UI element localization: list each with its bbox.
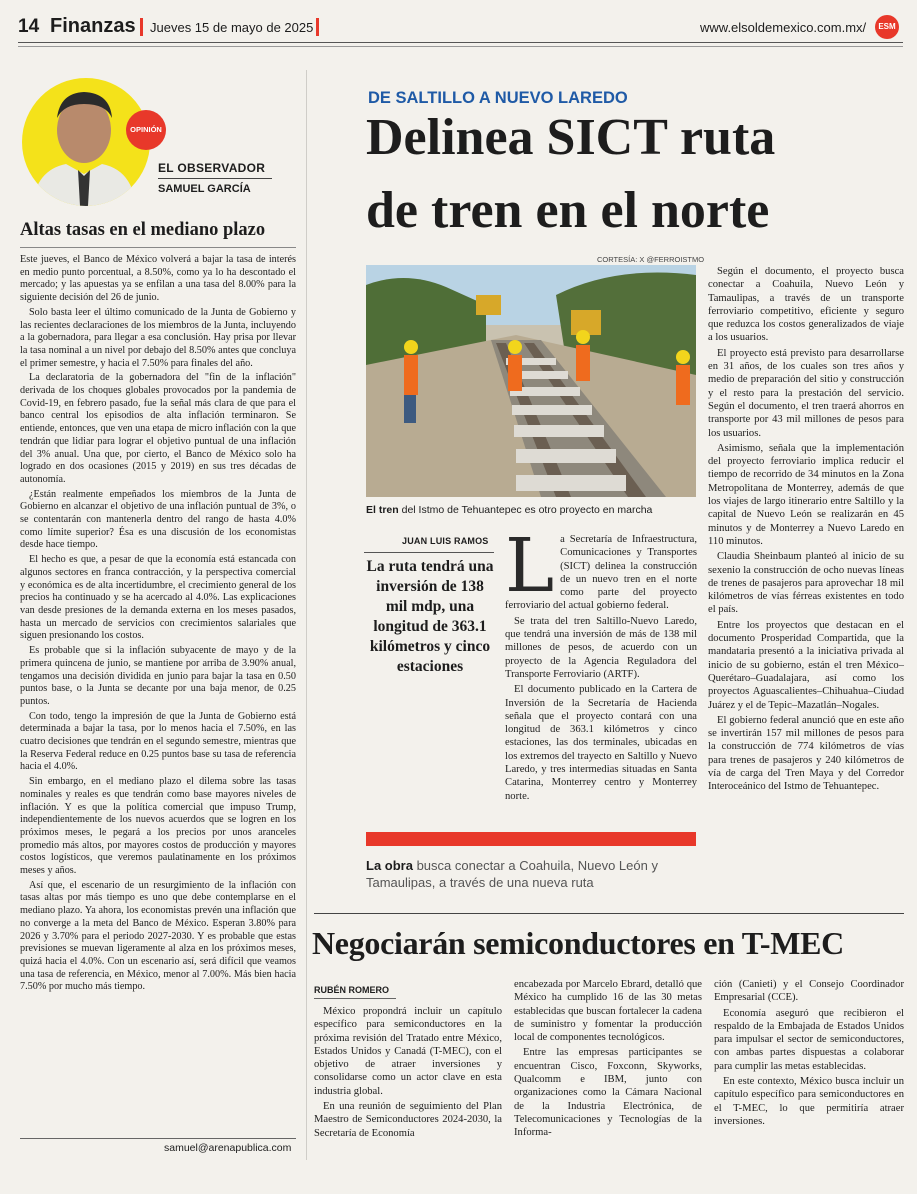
paragraph: El hecho es que, a pesar de que la economía está estancada con algunos sectores en franca contracción, y la perspectiva comercial y económica es de alta incertidumbre, el crecimiento general de los precios ha continuado y se ha acercado al 4.0%. Las explicaciones van desde presiones de la demanda externa en los meses pasados, hasta un mercado de servicios con crecimientos salariales que siguen presionando los costos. — [20, 554, 296, 642]
caption-bold: El tren — [366, 504, 399, 516]
right-body — [708, 265, 904, 895]
center-body — [505, 533, 697, 828]
header-divider-2 — [316, 18, 319, 36]
second-headline: Negociarán semiconductores en T-MEC — [312, 925, 844, 961]
opinion-badge: OPINIÓN — [126, 110, 166, 150]
paragraph: Se trata del tren Saltillo-Nuevo Laredo, que tendrá una inversión de más de 138 mil millones de pesos, de acuerdo con un proyecto de la Agencia Reguladora del Transporte Ferroviario (ARTF). — [505, 615, 697, 680]
paragraph: Economía aseguró que recibieron el respaldo de la Embajada de Estados Unidos para impulsar el sector de semiconductores, con ambas partes dispuestas a colaborar para cumplir las metas establecidas. — [714, 1007, 904, 1072]
paragraph: Con todo, tengo la impresión de que la Junta de Gobierno está determinada a bajar la tasa, por lo menos hacia el 7.50%, en las cuatro decisiones que tendrán en el segundo semestre, mientras que la Reserva Federal reduce en 0.25 puntos base su tasa de referencia hacia el 4.0%. — [20, 710, 296, 773]
photo-caption — [366, 504, 706, 516]
pullquote-bold: La obra — [366, 858, 413, 873]
paragraph: El documento publicado en la Cartera de Inversión de la Secretaría de Hacienda señala que el proyecto contará con una longitud de 363.1 kilómetros y cinco estaciones, las dos terminales, ubicadas en los extremos del trayecto en Saltillo y Nuevo Laredo, y tres intermedias situadas en Santa Catarina, Monterrey centro y Monterrey norte. — [505, 684, 697, 802]
pullquote — [366, 857, 696, 891]
paragraph: Asimismo, señala que la implementación del proyecto ferroviario implica reducir el tiempo de recorrido de 34 minutos en la Zona Metropolitana de Monterrey, además de que los viajes de largo itinerario entre Saltillo y la capital de Nuevo León se realizarán en 45 minutos y de Monterrey a Nuevo Laredo en 110 minutos. — [708, 442, 904, 547]
paragraph: El proyecto está previsto para desarrollarse en 31 años, de los cuales son tres años y medio de preparación del sitio y construcción y el resto para la prestación del servicio. Según el documento, el tren traerá ahorros en transporte por 43 mil millones de pesos para los usuarios. — [708, 347, 904, 439]
article-byline: JUAN LUIS RAMOS — [402, 536, 489, 546]
author-name: SAMUEL GARCÍA — [158, 183, 251, 195]
paragraph: ción (Canieti) y el Consejo Coordinador Empresarial (CCE). — [714, 979, 904, 1004]
article-kicker: DE SALTILLO A NUEVO LAREDO — [368, 89, 628, 107]
website-url: www.elsoldemexico.com.mx/ — [700, 20, 867, 35]
article-deck: La ruta tendrá una inversión de 138 mil mdp, una longitud de 363.1 kilómetros y cinco estaciones — [366, 558, 494, 675]
paragraph: El gobierno federal anunció que en este año se invertirán 157 mil millones de pesos para la construcción de 774 kilómetros de vías para trenes de pasajeros y 240 kilómetros de vía de carga del Tren Maya y del Corredor Interoceánico del Istmo de Tehuantepec. — [708, 714, 904, 793]
photo-credit: CORTESÍA: X @FERROISTMO — [597, 255, 705, 264]
paragraph: Según el documento, el proyecto busca conectar a Coahuila, Nuevo León y Tamaulipas, a través de un transporte ferroviario competitivo, eficiente y seguro que reduzca los costos generalizados de viaje a los usuarios. — [708, 266, 904, 344]
paragraph: Así que, el escenario de un resurgimiento de la inflación con tasas altas por más tiempo es uno que debe contemplarse en el mediano plazo. Ya ahora, los economistas prevén una inflación que no converge a la meta del Banco de México. Esperan 3.80% para 2026 y 3.70% para el periodo 2027-2030. Y es probable que estas previsiones se muevan ligeramente al alza en los próximos meses, quizá hacia el 4.0%. Con un escenario así, será difícil que veamos una tasa de referencia, en México, menor al 7.00%. Más bien hacia 7.50% por mucho más tiempo. — [20, 879, 296, 993]
paragraph: México propondrá incluir un capítulo específico para semiconductores en la próxima revisión del Tratado entre México, Estados Unidos y Canadá (T-MEC), con el objetivo de atraer inversiones y consolidarse como un actor clave en esta industria global. — [314, 1006, 502, 1097]
paragraph: Solo basta leer el último comunicado de la Junta de Gobierno y las recientes declaraciones de los miembros de la Junta, incluyendo a la gobernadora, para llegar a esa conclusión. Hay prisa por llevar la tasa nominal a un nivel por debajo del 8.50% antes que concluya el primer semestre, y hacia el 7.50% para finales del año. — [20, 306, 296, 369]
paragraph: encabezada por Marcelo Ebrard, detalló que México ha cumplido 16 de las 30 metas establecidas que buscan fortalecer la cadena de suministro y fomentar la producción local de componentes tecnológicos. — [514, 979, 702, 1044]
paragraph: Es probable que si la inflación subyacente de mayo y de la primera quincena de junio, se mantiene por arriba de 3.90% anual, tengamos una decisión dividida en junio para bajar la tasa en 0.50 puntos base, o la Junta se decante por una baja menor, de 0.25 puntos. — [20, 645, 296, 707]
paragraph: La declaratoria de la gobernadora del "fin de la inflación" derivada de los choques globales provocados por la pandemia de Covid-19, en febrero pasado, fue la señal más clara de que para el banco central los episodios de alta inflación terminaron. Se entiende, entonces, que ven una etapa de micro inflación con la que tendrán que lidiar para lograr el objetivo puntual de una inflación del 3% anual. Una que, por cierto, el Banco de México solo ha logrado en dos ocasiones (2015 y 2019) en sus tres décadas de autonomía. — [20, 372, 296, 485]
page-number: 14 — [18, 16, 40, 37]
paragraph: ¿Están realmente empeñados los miembros de la Junta de Gobierno en alcanzar el objetivo de una inflación puntual de 3%, o se contentarán con mantenerla dentro del rango de hasta 4.0% como límite superior? Ésa es una discusión de los economistas desde hace tiempo. — [20, 488, 296, 551]
paragraph: Sin embargo, en el mediano plazo el dilema sobre las tasas nominales y reales es que tendrán como base mayores niveles de inflación. Y es que la política comercial que impuso Trump, independientemente de los nuevos acuerdos que se logren en los próximos meses, le pegará a los precios por unos aranceles promedio más altos, por mayores costos de producción y mayores costos logísticos, que veremos paulatinamente en los próximos meses y años. — [20, 776, 296, 877]
second-col-1 — [314, 1005, 502, 1155]
article-photo — [366, 265, 696, 497]
paragraph: Claudia Sheinbaum planteó al inicio de su sexenio la construcción de ocho nuevas líneas de trenes de pasajeros para aprovechar 18 mil kilómetros de vías férreas existentes en todo el país. — [708, 551, 904, 616]
column-name: EL OBSERVADOR — [158, 161, 266, 175]
issue-date: Jueves 15 de mayo de 2025 — [150, 20, 314, 35]
second-col-2 — [514, 978, 702, 1158]
railway-workers-photo — [366, 265, 696, 497]
paragraph: En este contexto, México busca incluir un capítulo específico para semiconductores en el T-MEC, lo que permitiría atraer inversiones. — [714, 1076, 904, 1127]
second-byline: RUBÉN ROMERO — [314, 985, 390, 995]
esm-logo: ESM — [875, 15, 899, 39]
page-header — [18, 12, 903, 40]
opinion-body — [20, 254, 296, 1134]
caption-text: del Istmo de Tehuantepec es otro proyecto en marcha — [398, 504, 653, 516]
drop-cap: L — [505, 533, 555, 609]
author-email: samuel@arenapublica.com — [164, 1142, 292, 1154]
paragraph: Entre los proyectos que destacan en el documento Prosperidad Compartida, que la mandataria presentó a la iniciativa privada al inicio de su gobierno, están el tren México–Querétaro–Guadalajara, así como los proyectos Aguascalientes–Chihuahua–Ciudad Juárez y el de Tepic–Mazatlán–Nogales. — [708, 619, 904, 711]
paragraph: En una reunión de seguimiento del Plan Maestro de Semiconductores 2024-2030, la Secretaría de Economía — [314, 1101, 502, 1139]
paragraph: Este jueves, el Banco de México volverá a bajar la tasa de interés en medio punto porcentual, a 8.50%, como ya lo ha descontado el mercado; y las apuestas ya se enfilan a una tasa del 8.00% para la siguiente decisión del 26 de junio. — [20, 254, 296, 304]
header-divider — [140, 18, 143, 36]
article-headline-line2: de tren en el norte — [366, 182, 770, 239]
article-headline-line1: Delinea SICT ruta — [366, 109, 776, 166]
paragraph: Entre las empresas participantes se encuentran Cisco, Foxconn, Skyworks, Qualcomm e IBM, junto con organizaciones como la Cámara Nacional de la Industria Electrónica, de Telecomunicaciones y Tecnologías de la Informa- — [514, 1047, 702, 1139]
paragraph: a Secretaría de Infraestructura, Comunicaciones y Transportes (SICT) delinea la construcción de un nuevo tren en el norte como parte del proyecto ferroviario del actual gobierno federal. — [505, 534, 697, 612]
section-name: Finanzas — [50, 15, 136, 37]
opinion-headline: Altas tasas en el mediano plazo — [20, 220, 266, 240]
second-col-3 — [714, 978, 904, 1158]
pullquote-bar — [366, 832, 696, 846]
pullquote-text: busca conectar a Coahuila, Nuevo León y Tamaulipas, a través de una nueva ruta — [366, 858, 658, 890]
